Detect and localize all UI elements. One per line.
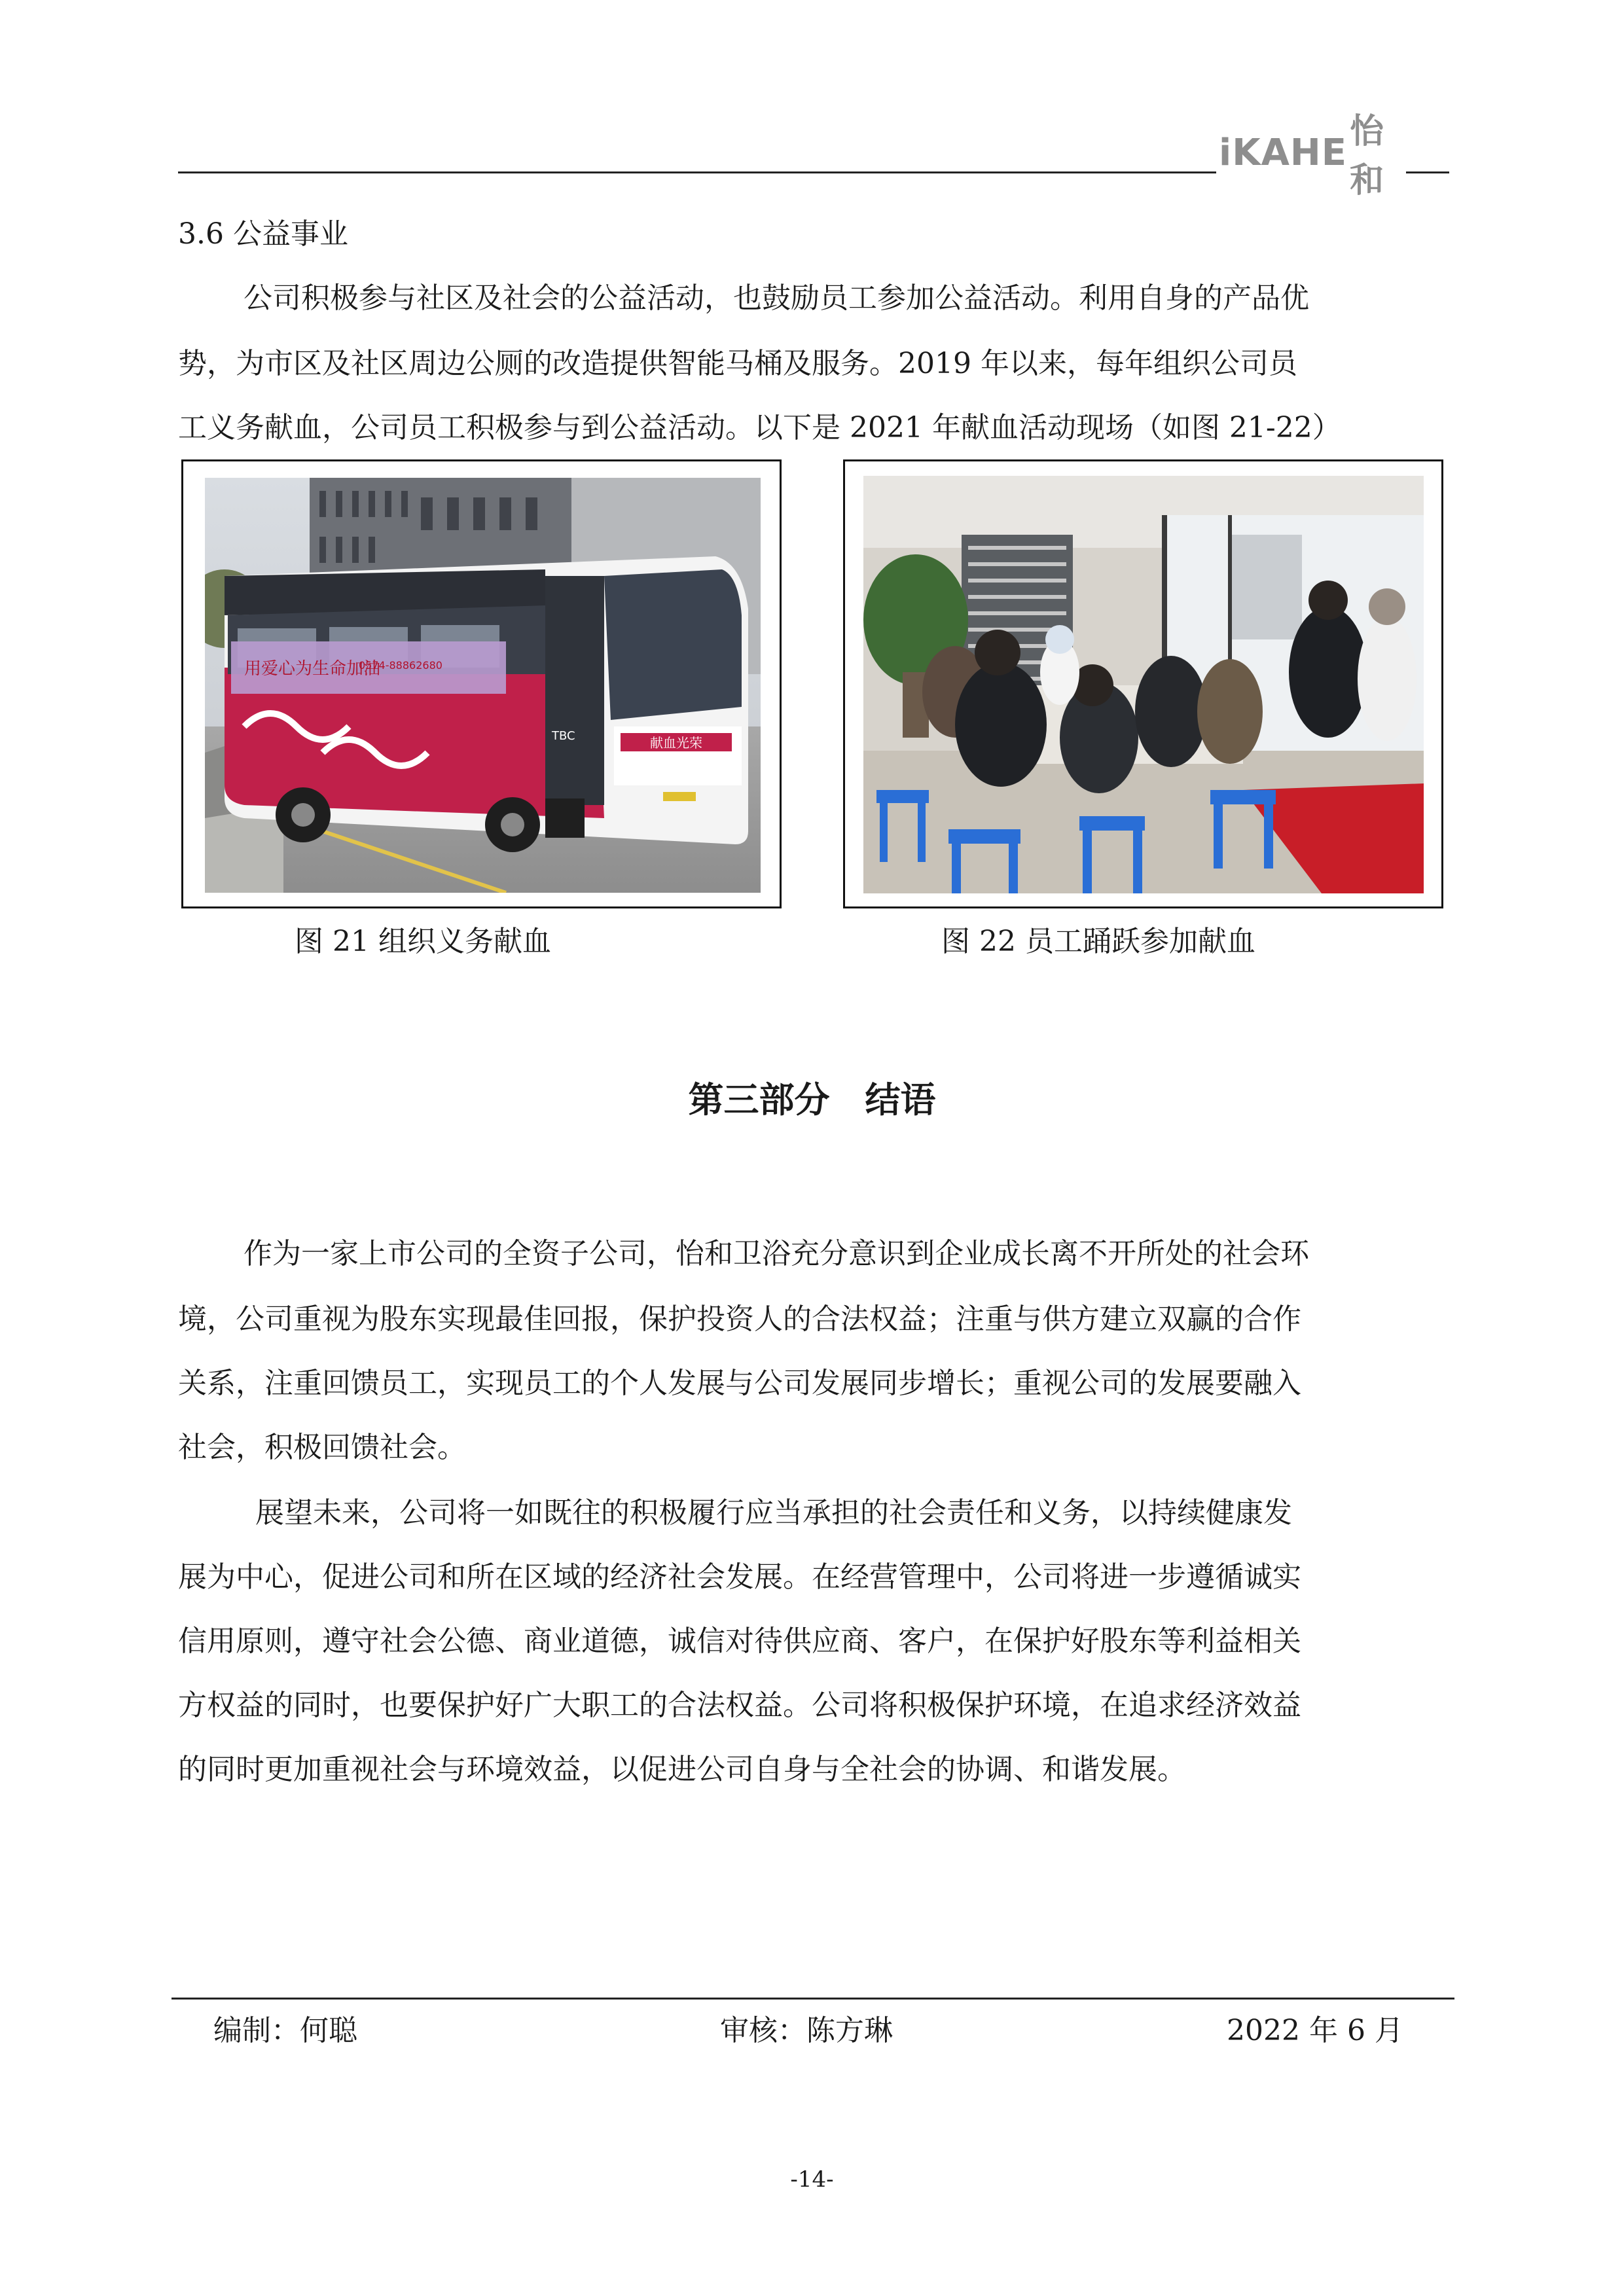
page-number: -14- bbox=[790, 2166, 834, 2193]
figure-22-frame bbox=[843, 459, 1443, 908]
paragraph-line: 方权益的同时，也要保护好广大职工的合法权益。公司将积极保护环境，在追求经济效益 bbox=[178, 1689, 1301, 1722]
donation-room-photo bbox=[863, 476, 1424, 893]
paragraph-line: 境，公司重视为股东实现最佳回报，保护投资人的合法权益；注重与供方建立双赢的合作 bbox=[178, 1302, 1301, 1336]
footer-date: 2022 年 6 月 bbox=[1227, 2014, 1403, 2047]
logo-latin-text: iKAHE bbox=[1219, 131, 1348, 174]
blood-donation-bus-photo bbox=[205, 478, 761, 893]
figure-21-caption: 图 21 组织义务献血 bbox=[295, 925, 551, 958]
paragraph-line: 展为中心，促进公司和所在区域的经济社会发展。在经营管理中，公司将进一步遵循诚实 bbox=[178, 1560, 1301, 1594]
bus-phone-text: 0574-88862680 bbox=[359, 659, 442, 672]
paragraph-line: 的同时更加重视社会与环境效益，以促进公司自身与全社会的协调、和谐发展。 bbox=[178, 1753, 1186, 1786]
bus-banner-text: 用爱心为生命加油 bbox=[244, 659, 381, 679]
paragraph-line: 社会，积极回馈社会。 bbox=[178, 1431, 466, 1464]
paragraph-line: 工义务献血，公司员工积极参与到公益活动。以下是 2021 年献血活动现场（如图 21-22） bbox=[178, 411, 1341, 444]
paragraph-line: 作为一家上市公司的全资子公司，怡和卫浴充分意识到企业成长离不开所处的社会环 bbox=[244, 1237, 1309, 1270]
paragraph-line: 公司积极参与社区及社会的公益活动，也鼓励员工参加公益活动。利用自身的产品优 bbox=[244, 281, 1309, 315]
company-logo bbox=[1219, 112, 1403, 200]
footer-reviewer: 审核：陈方琳 bbox=[720, 2014, 893, 2047]
paragraph-line: 展望未来，公司将一如既往的积极履行应当承担的社会责任和义务，以持续健康发 bbox=[255, 1496, 1292, 1530]
part-heading: 第三部分 结语 bbox=[688, 1079, 936, 1121]
paragraph-line: 信用原则，遵守社会公德、商业道德，诚信对待供应商、客户，在保护好股东等利益相关 bbox=[178, 1624, 1301, 1658]
footer-rule bbox=[171, 1998, 1454, 2000]
bus-sign-text: 献血光荣 bbox=[650, 735, 702, 751]
figure-22-caption: 图 22 员工踊跃参加献血 bbox=[941, 925, 1255, 958]
footer-editor: 编制：何聪 bbox=[213, 2014, 357, 2047]
header-rule-right bbox=[1406, 171, 1449, 173]
paragraph-line: 关系，注重回馈员工，实现员工的个人发展与公司发展同步增长；重视公司的发展要融入 bbox=[178, 1367, 1301, 1400]
header-rule bbox=[178, 171, 1216, 173]
paragraph-line: 势，为市区及社区周边公厕的改造提供智能马桶及服务。2019 年以来，每年组织公司员 bbox=[178, 347, 1297, 380]
logo-chinese-text: 怡和 bbox=[1350, 112, 1384, 200]
section-title: 3.6 公益事业 bbox=[178, 217, 348, 251]
bus-brand-text: TBC bbox=[552, 729, 575, 743]
figure-21-frame bbox=[181, 459, 782, 908]
